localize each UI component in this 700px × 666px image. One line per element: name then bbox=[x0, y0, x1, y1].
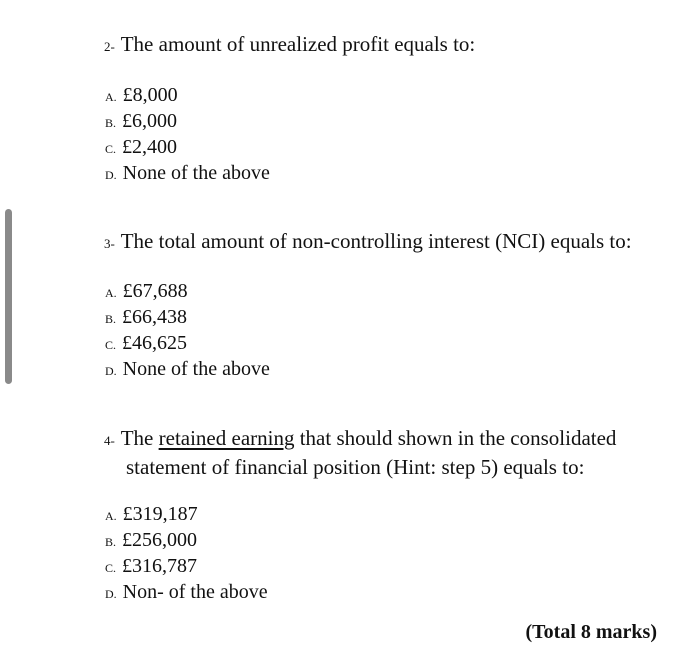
option-text: £256,000 bbox=[122, 529, 198, 551]
question-3 bbox=[104, 228, 664, 383]
option-text: None of the above bbox=[122, 162, 270, 184]
question-2 bbox=[104, 31, 664, 187]
question-4-options bbox=[104, 502, 664, 606]
scrollbar-thumb[interactable] bbox=[5, 209, 12, 384]
question-4-text-before: The bbox=[120, 426, 154, 450]
option-letter: B. bbox=[105, 312, 117, 326]
option-d[interactable] bbox=[104, 580, 664, 606]
option-text: Non- of the above bbox=[122, 581, 268, 603]
question-3-text: The total amount of non-controlling interest (NCI) equals to: bbox=[120, 229, 632, 253]
option-letter: C. bbox=[105, 338, 117, 352]
question-3-options bbox=[104, 279, 664, 383]
question-4-text-line2: statement of financial position (Hint: step 5) equals to: bbox=[126, 455, 585, 479]
option-text: £319,187 bbox=[122, 503, 198, 525]
option-text: £46,625 bbox=[122, 332, 188, 354]
option-letter: A. bbox=[105, 509, 117, 523]
question-3-title bbox=[104, 228, 664, 257]
option-text: None of the above bbox=[122, 358, 270, 380]
question-2-options bbox=[104, 83, 664, 187]
option-text: £8,000 bbox=[122, 84, 178, 106]
option-text: £67,688 bbox=[122, 280, 188, 302]
option-letter: A. bbox=[105, 286, 117, 300]
option-text: £2,400 bbox=[122, 136, 178, 158]
question-2-text: The amount of unrealized profit equals to: bbox=[120, 32, 476, 56]
question-4 bbox=[104, 425, 664, 606]
option-c[interactable] bbox=[104, 554, 664, 580]
option-d[interactable] bbox=[104, 357, 664, 383]
option-c[interactable] bbox=[104, 135, 664, 161]
question-4-title bbox=[104, 425, 664, 480]
option-b[interactable] bbox=[104, 528, 664, 554]
option-d[interactable] bbox=[104, 161, 664, 187]
option-b[interactable] bbox=[104, 109, 664, 135]
total-marks: (Total 8 marks) bbox=[525, 621, 657, 643]
option-letter: A. bbox=[105, 90, 117, 104]
question-2-number: 2- bbox=[104, 39, 115, 54]
question-4-underlined-term: retained earning bbox=[158, 426, 295, 450]
question-2-title bbox=[104, 31, 664, 60]
option-b[interactable] bbox=[104, 305, 664, 331]
option-text: £66,438 bbox=[122, 306, 188, 328]
question-4-text-after: that should shown in the consolidated bbox=[299, 426, 617, 450]
option-text: £316,787 bbox=[122, 555, 198, 577]
option-letter: D. bbox=[105, 364, 117, 378]
option-c[interactable] bbox=[104, 331, 664, 357]
question-3-number: 3- bbox=[104, 236, 115, 251]
option-a[interactable] bbox=[104, 502, 664, 528]
option-letter: C. bbox=[105, 561, 117, 575]
question-4-number: 4- bbox=[104, 433, 115, 448]
option-letter: D. bbox=[105, 168, 117, 182]
option-text: £6,000 bbox=[122, 110, 178, 132]
option-letter: B. bbox=[105, 535, 117, 549]
option-letter: D. bbox=[105, 587, 117, 601]
option-a[interactable] bbox=[104, 83, 664, 109]
option-letter: C. bbox=[105, 142, 117, 156]
option-a[interactable] bbox=[104, 279, 664, 305]
option-letter: B. bbox=[105, 116, 117, 130]
